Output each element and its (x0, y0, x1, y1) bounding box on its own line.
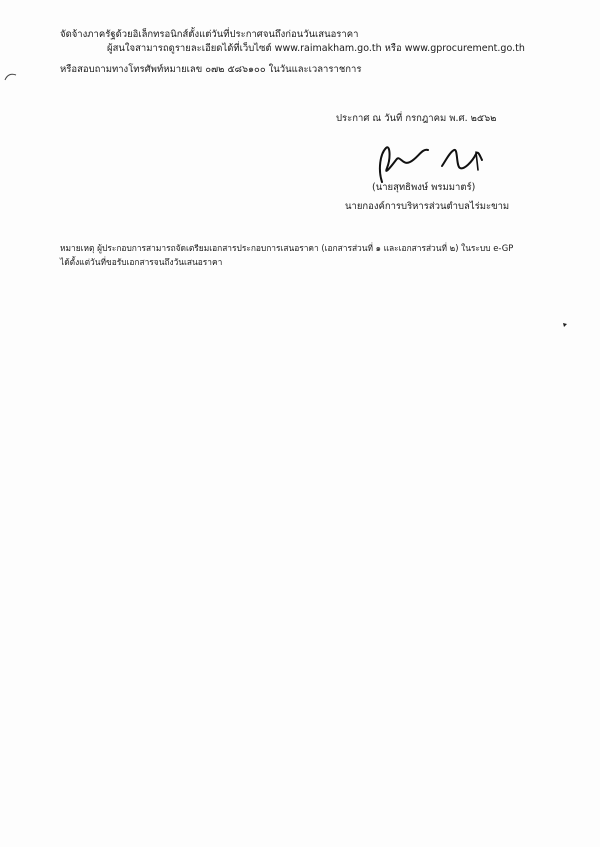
remark-line-1: หมายเหตุ ผู้ประกอบการสามารถจัดเตรียมเอกสารประกอบการเสนอราคา (เอกสารส่วนที่ ๑ และเอกสารส่วนที่ ๒) ในระบบ e-GP (60, 243, 514, 253)
remark-line-2: ได้ตั้งแต่วันที่ขอรับเอกสารจนถึงวันเสนอราคา (60, 257, 223, 267)
body-line-1: จัดจ้างภาครัฐด้วยอิเล็กทรอนิกส์ตั้งแต่วันที่ประกาศจนถึงก่อนวันเสนอราคา (60, 29, 359, 40)
signer-title: นายกองค์การบริหารส่วนตำบลไร่มะขาม (345, 201, 510, 212)
body-line-2: ผู้สนใจสามารถดูรายละเอียดได้ที่เว็บไซต์ www.raimakham.go.th หรือ www.gprocurement.go.th (107, 43, 525, 54)
signer-name: (นายสุทธิพงษ์ พรมมาตร์) (372, 182, 476, 193)
body-line-3: หรือสอบถามทางโทรศัพท์หมายเลข ๐๗๒ ๕๘๖๑๐๐ ในวันและเวลาราชการ (60, 64, 362, 75)
announce-date: ประกาศ ณ วันที่ กรกฎาคม พ.ศ. ๒๕๖๒ (336, 113, 497, 124)
scan-speck (562, 322, 568, 328)
scan-mark (4, 72, 18, 82)
